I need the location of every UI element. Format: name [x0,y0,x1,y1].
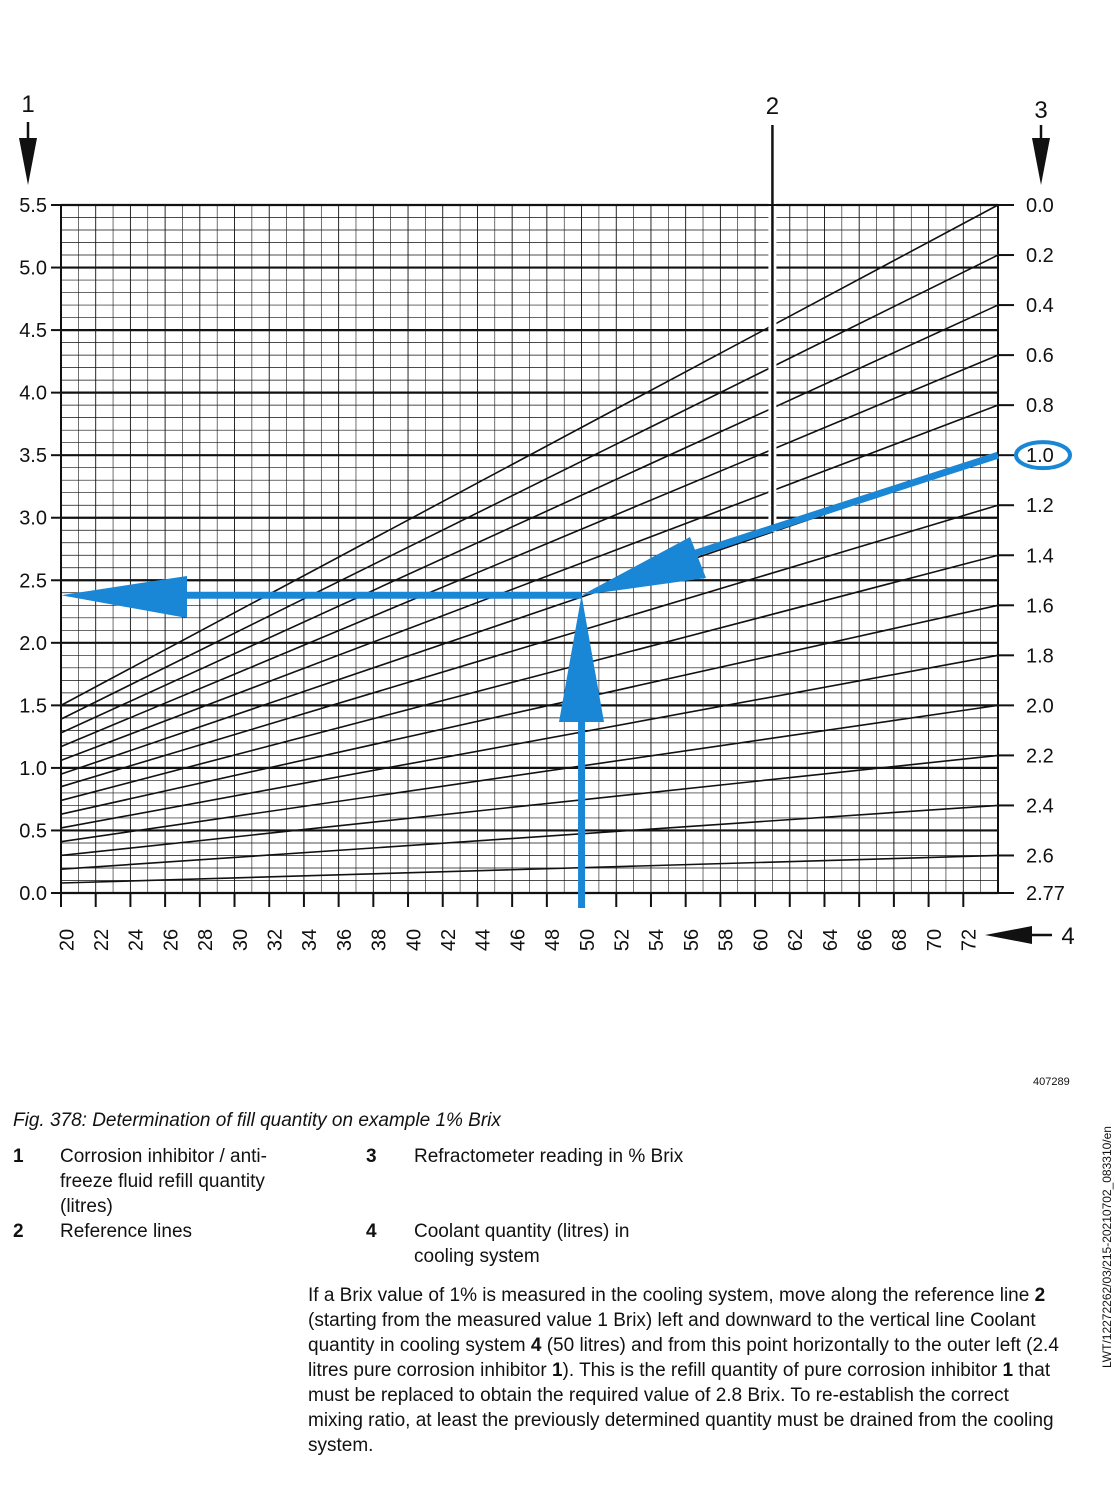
left-tick-label: 3.0 [19,507,47,530]
legend-number-1: 1 [13,1146,24,1167]
right-tick-label: 2.4 [1026,795,1054,818]
right-tick-label: 0.0 [1026,195,1054,217]
bottom-tick-label: 72 [958,928,981,952]
left-tick-label: 0.5 [19,820,47,843]
left-axis-marker-arrowhead [19,138,37,185]
example-arrowhead-vertical [559,595,604,722]
bottom-tick-label: 62 [785,928,808,952]
left-tick-label: 5.0 [19,257,47,280]
bottom-tick-label: 36 [333,928,356,952]
left-tick-label: 2.5 [19,570,47,593]
bottom-tick-label: 60 [750,928,773,952]
bottom-tick-label: 40 [403,928,426,952]
left-tick-label: 4.0 [19,382,47,405]
right-tick-label: 1.6 [1026,595,1054,618]
left-tick-label: 1.5 [19,695,47,718]
figure-caption: Fig. 378: Determination of fill quantity on example 1% Brix [13,1110,501,1131]
right-tick-label: 2.0 [1026,695,1054,718]
bottom-axis-marker-arrowhead [985,926,1032,944]
right-tick-label: 1.0 [1026,445,1054,468]
bottom-tick-label: 58 [715,928,738,952]
right-tick-label: 0.8 [1026,395,1054,418]
legend-number-4: 4 [366,1221,377,1242]
bottom-tick-label: 30 [229,928,252,952]
example-arrowhead-diagonal [582,537,706,595]
bottom-tick-label: 48 [542,928,565,952]
bottom-tick-label: 68 [889,928,912,952]
left-axis-marker-label: 1 [21,91,35,118]
legend-number-2: 2 [13,1221,24,1242]
para-part-2: (starting from the measured value 1 Brix) left and downward to the vertical line Coolant quantity in cooling system [308,1310,1036,1356]
right-tick-label: 1.8 [1026,645,1054,668]
bottom-tick-label: 56 [680,928,703,952]
bottom-tick-label: 22 [90,928,113,952]
para-part-1: If a Brix value of 1% is measured in the cooling system, move along the reference line [308,1285,1035,1306]
bottom-tick-label: 26 [160,928,183,952]
bottom-tick-label: 24 [125,928,148,952]
bottom-tick-label: 66 [854,928,877,952]
right-tick-label: 1.2 [1026,495,1054,518]
bottom-tick-label: 64 [819,928,842,952]
left-tick-label: 4.5 [19,320,47,343]
para-ref-1a: 1 [551,1360,563,1381]
left-tick-label: 5.5 [19,195,47,217]
legend-number-3: 3 [366,1146,377,1167]
right-tick-label: 0.2 [1026,245,1054,268]
bottom-tick-label: 32 [264,928,287,952]
document-reference: LWT/12272262/03/215-20210702_083310/en [1100,1126,1114,1368]
para-ref-1b: 1 [1002,1360,1014,1381]
para-part-5: that must be replaced to obtain the required value of 2.8 Brix. To re-establish the correct mixing ratio, at least the previously determined quantity must be drained from the cooling system. [308,1360,1054,1456]
bottom-tick-label: 54 [646,928,669,952]
bottom-tick-label: 28 [195,928,218,952]
legend-text-1: Corrosion inhibitor / anti-freeze fluid refill quantity (litres) [60,1146,267,1217]
para-part-3: (50 litres) and from this point horizontally to the outer left (2.4 litres pure corrosion inhibitor [308,1335,1059,1381]
reference-marker-label: 2 [765,93,780,120]
para-part-4: ). This is the refill quantity of pure corrosion inhibitor [562,1360,1003,1381]
example-arrowhead-horizontal [61,576,187,618]
bottom-tick-label: 34 [299,928,322,952]
instruction-paragraph [308,1283,1068,1458]
bottom-tick-label: 70 [923,928,946,952]
right-tick-label: 2.77 [1026,883,1065,905]
left-tick-label: 3.5 [19,445,47,468]
bottom-tick-label: 20 [56,928,79,952]
right-axis-marker-label: 3 [1034,97,1048,124]
legend-text-3: Refractometer reading in % Brix [414,1146,684,1167]
drawing-id: 407289 [1033,1076,1070,1088]
bottom-tick-label: 52 [611,928,634,952]
right-tick-label: 0.6 [1026,345,1054,368]
para-ref-2: 2 [1034,1285,1046,1306]
bottom-tick-label: 50 [576,928,599,952]
bottom-tick-label: 42 [438,928,461,952]
bottom-axis-marker-label: 4 [1061,923,1075,950]
bottom-tick-label: 44 [472,928,495,952]
para-ref-4: 4 [530,1335,542,1356]
right-tick-label: 1.4 [1026,545,1054,568]
bottom-tick-label: 46 [507,928,530,952]
bottom-tick-label: 38 [368,928,391,952]
legend-text-4: Coolant quantity (litres) in cooling system [414,1221,630,1267]
left-tick-label: 0.0 [19,883,47,905]
legend-text-2: Reference lines [60,1221,193,1242]
right-axis-marker-arrowhead [1032,138,1050,185]
right-tick-label: 2.6 [1026,845,1054,868]
left-tick-label: 1.0 [19,757,47,780]
left-tick-label: 2.0 [19,632,47,655]
right-tick-label: 0.4 [1026,295,1054,318]
right-tick-label: 2.2 [1026,745,1054,768]
